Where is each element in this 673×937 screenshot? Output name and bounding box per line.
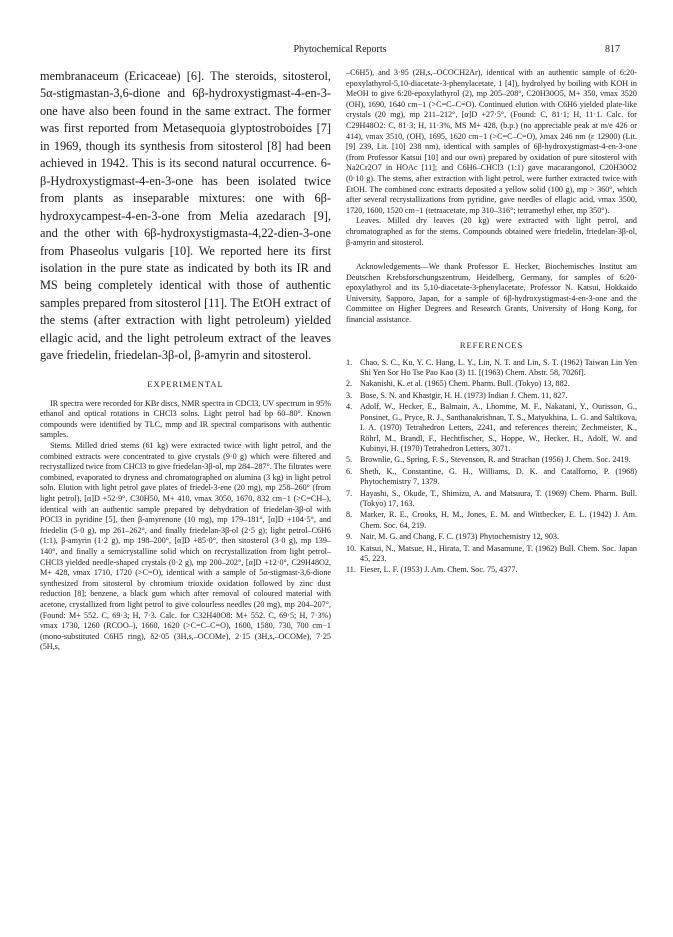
reference-item	[346, 510, 637, 531]
reference-number: 2.	[346, 379, 353, 389]
reference-number: 11.	[346, 565, 356, 575]
left-column	[40, 68, 331, 653]
acknowledgements: Acknowledgements—We thank Professor E. Hecker, Biochemisches Institut am Deutschen Krebsforschungszentrum, Heidelberg, Germany, for samples of 6:20-epoxylathyrol and its 5,10-diacetate-3-phenylacetate, Professor N. Katsui, Hokkaido University, Sapporo, Japan, for a sample of 6β-hydroxystigmast-4-en-3-one and the Committee on Higher Degrees and Research Grants, University of Hong Kong, for financial assistance.	[346, 262, 637, 325]
reference-item	[346, 544, 637, 565]
reference-number: 8.	[346, 510, 353, 520]
reference-number: 5.	[346, 455, 353, 465]
reference-number: 9.	[346, 532, 353, 542]
reference-item	[346, 565, 637, 575]
reference-list	[346, 358, 637, 576]
reference-number: 6.	[346, 466, 353, 476]
reference-text: Marker, R. E., Crooks, H. M., Jones, E. M. and Wittbecker, E. L. (1942) J. Am. Chem. Soc. 64, 219.	[360, 510, 637, 530]
experimental-continued-paragraph: –C6H5), and 3·95 (2H,s,–OCOCH2Ar), identical with an authentic sample of 6:20-epoxylathyrol-5,10-diacetate-3-phenylacetate, 1 [4]), hydrolyed by boiling with KOH in MeOH to give 6:20-epoxylathyrol (2), mp 205–208°, C20H30O5, M+ 350, νmax 3520 (OH), 1690, 1640 cm−1 (>C=C–C=O). Continued elution with C6H6 yielded plate-like crystals (20 mg), mp 211–212°, [α]D +27·5°, (Found: C, 81·1; H, 11·1. Calc. for C29H48O2: C, 81·3; H, 11·3%, MS M+ 428, (b.p.) (no appreciable peak at m/e 426 or 414), νmax 3510, (OH), 1695, 1620 cm−1 (>C=C–C=O), λmax 246 nm (ε 12900) (Lit. [9] 239, Lit. [10] 238 nm), identical with samples of 6β-hydroxystigmast-4-en-3-one (from Professor Katsui [10] and our own) prepared by oxidation of pure sitosterol with Na2Cr2O7 in HOAc [11]; and C6H6–CHCl3 (1:1) gave macarangonol, C20H30O2 (0·10 g). The stems, after extraction with light petrol, were further extracted twice with EtOH. The combined conc extracts deposited a yellow solid (100 g), mp > 360°, which after several recrystallizations from pyridine, gave needles of ellagic acid, νmax 3500, 1720, 1600, 1520 cm−1 (tetraacetate, mp 310–316°; tetramethyl ether, mp 350°).	[346, 68, 637, 215]
leaves-paragraph: Leaves. Milled dry leaves (20 kg) were extracted with light petrol, and chromatographed as for the stems. Compounds obtained were friedelin, friedelan-3β-ol, β-amyrin and sitosterol.	[346, 216, 637, 247]
reference-number: 10.	[346, 543, 357, 553]
reference-text: Katsui, N., Matsue, H., Hirata, T. and Masamune, T. (1962) Bull. Chem. Soc. Japan 45, 223.	[360, 543, 637, 563]
reference-text: Bose, S. N. and Khastgir, H. H. (1973) Indian J. Chem. 11, 827.	[360, 390, 568, 400]
reference-number: 7.	[346, 488, 353, 498]
reference-text: Hayashi, S., Okude, T., Shimizu, A. and Matsuura, T. (1969) Chem. Pharm. Bull. (Tokyo) 17, 163.	[360, 488, 637, 508]
experimental-stems-paragraph: Stems. Milled dried stems (61 kg) were extracted twice with light petrol, and the combined extracts were concentrated to give crystals (9·0 g) which were filtered and recrystallized twice from CHCl3 to give friedelan-3β-ol, mp 284–287°. The filtrates were combined, evaporated to dryness and chromatographed on alumina (3 kg) in light petrol soln. Elution with light petrol gave plates of friedel-3-ene (20 mg), mp 258–260° (from light petrol), [α]D +52·9°, C30H50, M+ 410, νmax 3050, 1670, 832 cm−1 (>C=CH–), identical with an authentic sample prepared by dehydration of friedelan-3β-ol with POCl3 in pyridine [5], then β-amyrenone (10 mg), mp 179–181°, [α]D +104·5°, and friedelin (5·0 g), mp 261–262°, and finally friedelan-3β-ol (2·5 g); light petrol–C6H6 (1:1), β-amyrin (1·2 g), mp 198–200°, [α]D +85·0°, then sitosterol (3·0 g), mp 139–140°, and finally a semicrystalline solid which on recrystallization from light petrol–CHCl3 yielded needle-shaped crystals (0·2 g), mp 200–202°, [α]D +12·0°, C29H48O2, M+ 428, νmax 1710, 1720 (>C=O), identical with a sample of 5α-stigmast-3,6-dione synthesized from sitosterol by chromium trioxide oxidation followed by zinc dust reduction [8]; benzene, a black gum which after removal of coloured material with acetone, crystallized from light petrol to give colourless needles (20 mg), mp 204–207°, (Found: M+ 552. C, 69·3; H, 7·3. Calc. for C32H40O8: M+ 552. C, 69·5; H, 7·3%) νmax 1730, 1260 (RCOO–), 1660, 1620 (>C=C–C=O), 1600, 1580, 730, 700 cm−1 (mono-substituted C6H5 ring), δ2·05 (3H,s,–OCOMe), 2·15 (3H,s,–OCOMe), 7·25 (5H,s,	[40, 441, 331, 652]
references-heading: REFERENCES	[459, 339, 524, 350]
right-column	[346, 68, 637, 577]
reference-text: Sheth, K., Constantine, G. H., Williams, D. K. and Catalforno, P. (1968) Phytochemistry 7, 1379.	[360, 466, 637, 487]
reference-text: Brownlie, G., Spring, F. S., Stevenson, R. and Strachan (1956) J. Chem. Soc. 2419.	[360, 455, 631, 465]
intro-paragraph: membranaceum (Ericaceae) [6]. The steroids, sitosterol, 5α-stigmastan-3,6-dione and 6β-hydroxystigmast-4-en-3-one have also been found in the same extract. The former was first reported from Metasequoia glyptostroboides [7] in 1969, though its synthesis from sitosterol [8] had been achieved in 1942. This is its second natural occurrence. 6-β-Hydroxystigmast-4-en-3-one has been isolated twice from plants as inseparable mixtures: one with 6β-hydroxycampest-4-en-3-one from Melia azedarach [9], and the other with 6β-hydroxystigmasta-4,22-dien-3-one from Phaseolus vulgaris [10]. We reported here its first isolation in the pure state as indicated by both its IR and MS being completely identical with those of authentic samples prepared from sitosterol [11]. The EtOH extract of the stems (after extraction with light petroleum) yielded ellagic acid, and the light petroleum extract of the leaves gave friedelin, friedelan-3β-ol, β-amyrin and sitosterol.	[40, 69, 331, 363]
reference-item	[346, 402, 637, 454]
journal-title: Phytochemical Reports	[293, 44, 387, 55]
reference-item	[346, 489, 637, 510]
experimental-paragraph: IR spectra were recorded for KBr discs, NMR spectra in CDCl3, UV spectrum in 95% ethanol and optical rotations in CHCl3 solns. Light petrol had bp 60–80°. Known compounds were identified by TLC, mmp and IR spectral comparisons with authentic samples.	[40, 398, 331, 440]
reference-text: Chao, S. C., Ku, Y. C. Hang, L. Y., Lin, N. T. and Lin, S. T. (1962) Taiwan Lin Yen Shi Yen Sor Ho Tse Pao Kao (3) 11. [(1963) Chem. Abstr. 58, 7026f].	[360, 357, 637, 378]
reference-text: Adolf, W., Hecker, E., Balmain, A., Lhomme, M. F., Nakatani, Y., Ourisson, G., Ponsinet, G., Pryce, R. J., Santhanakrishnan, T. S., Matyukhina, L. G. and Saltikova, I. A. (1970) Tetrahedron Letters, 2241, and references therein; Zechmeister, K., Röhrl, M., Brandl, F., Hechtfischer, S., Hoppe, W., Hecker, H., Adolf, W. and Kubinyi, H. (1970) Tetrahedron Letters, 3071.	[360, 402, 637, 453]
reference-number: 3.	[346, 390, 353, 400]
reference-item	[346, 379, 637, 389]
page-header	[60, 44, 620, 58]
reference-text: Fieser, L. F. (1953) J. Am. Chem. Soc. 75, 4377.	[360, 565, 518, 575]
reference-item	[346, 358, 637, 379]
reference-text: Nakanishi, K. et al. (1965) Chem. Pharm. Bull. (Tokyo) 13, 882.	[360, 379, 570, 389]
reference-item	[346, 532, 637, 542]
reference-text: Nair, M. G. and Chang, F. C. (1973) Phytochemistry 12, 903.	[360, 532, 559, 542]
reference-item	[346, 391, 637, 401]
reference-number: 1.	[346, 357, 353, 367]
reference-item	[346, 455, 637, 465]
reference-item	[346, 467, 637, 488]
page-number: 817	[605, 44, 620, 55]
reference-number: 4.	[346, 402, 353, 412]
experimental-heading: EXPERIMENTAL	[147, 378, 224, 389]
